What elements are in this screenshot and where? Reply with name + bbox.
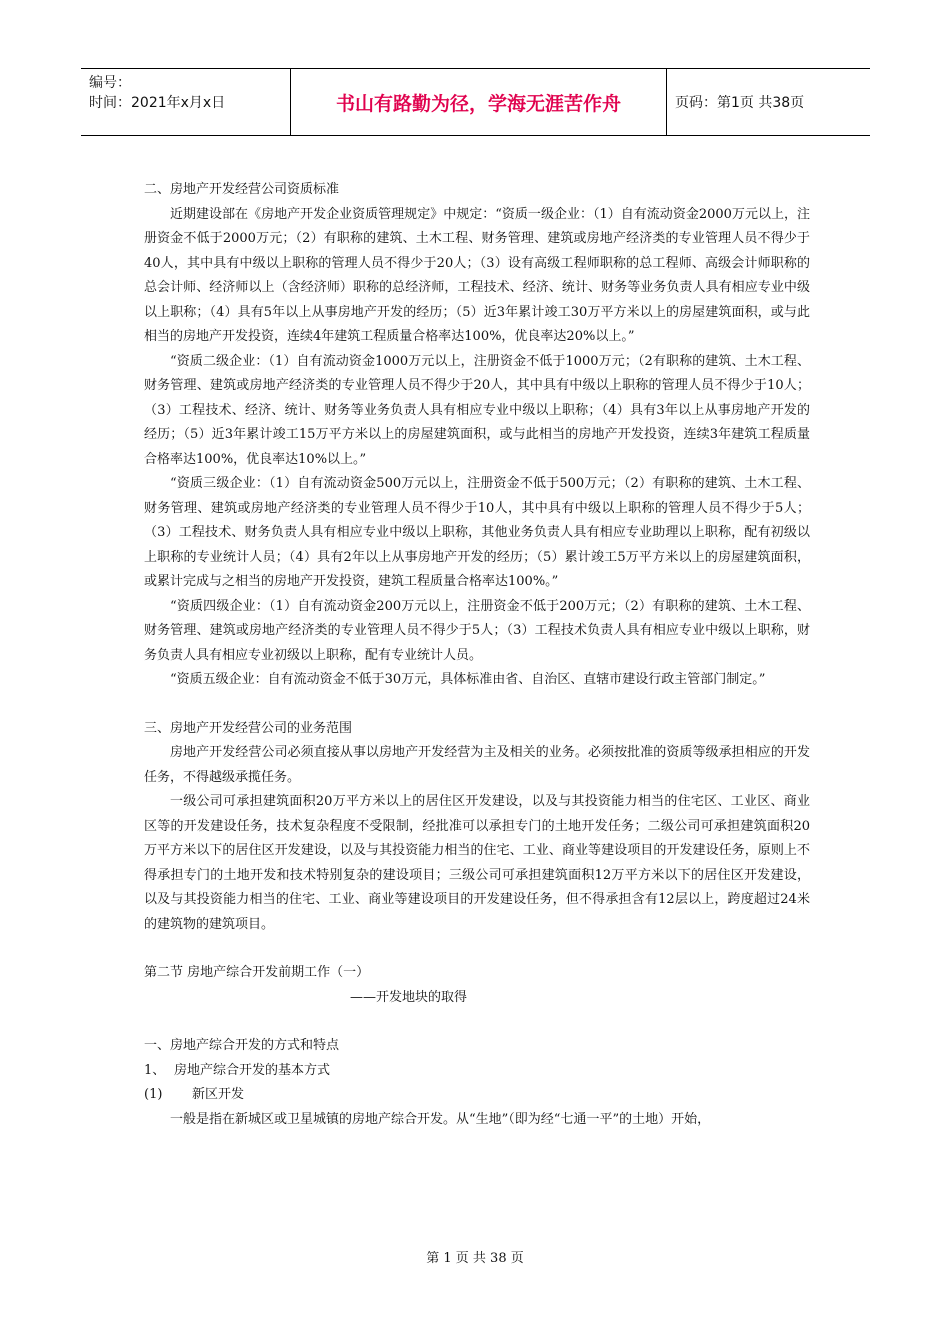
header-motto: 书山有路勤为径，学海无涯苦作舟 [290,69,667,135]
numbered-item [144,1059,810,1084]
section-heading: 三、房地产开发经营公司的业务范围 [144,720,353,736]
page-footer: 第 1 页 共 38 页 [426,1251,524,1266]
paragraph: 房地产开发经营公司必须直接从事以房地产开发经营为主及相关的业务。必须按批准的资质等级承担相应的开发任务，不得越级承揽任务。 [144,745,810,785]
section-heading: 二、房地产开发经营公司资质标准 [144,182,340,197]
header-meta [81,69,290,135]
paragraph: 一级公司可承担建筑面积20万平方米以上的居住区开发建设，以及与其投资能力相当的住宅区、工业区、商业区等的开发建设任务，技术复杂程度不受限制，经批准可以承担专门的土地开发任务；二级公司可承担建筑面积20万平方米以下的居住区开发建设，以及与其投资能力相当的住宅、工业、商业等建设项目的开发建设任务，原则上不得承担专门的土地开发和技术特别复杂的建设项目；三级公司可承担建筑面积12万平方米以下的居住区开发建设，以及与其投资能力相当的住宅、工业、商业等建设项目的开发建设任务，但不得承担含有12层以上，跨度超过24米的建筑物的建筑项目。 [144,794,810,932]
paragraph: 近期建设部在《房地产开发企业资质管理规定》中规定：“资质一级企业：（1）自有流动资金2000万元以上，注册资金不低于2000万元；（2）有职称的建筑、土木工程、财务管理、建筑或房地产经济类的专业管理人员不得少于40人，其中具有中级以上职称的管理人员不得少于20人；（3）设有高级工程师职称的总工程师、高级会计师职称的总会计师、经济师以上（含经济师）职称的总经济师，工程技术、经济、统计、财务等业务负责人具有相应专业中级以上职称；（4）具有5年以上从事房地产开发的经历；（5）近3年累计竣工30万平方米以上的房屋建筑面积，或与此相当的房地产开发投资，连续4年建筑工程质量合格率达100%，优良率达20%以上。” [144,206,810,344]
document-number-label: 编号： [89,75,131,91]
item-number: (1) [144,1087,163,1102]
header-page-label: 页码：第1页 共38页 [675,95,805,111]
paragraph: 一般是指在新城区或卫星城镇的房地产综合开发。从“生地”（即为经“七通一平”的土地）开始， [170,1111,711,1127]
item-text: 房地产综合开发的基本方式 [174,1062,331,1078]
item-number: 1、 [144,1062,166,1078]
chapter-subtitle: ——开发地块的取得 [350,989,468,1005]
paragraph: “资质五级企业：自有流动资金不低于30万元，具体标准由省、自治区、直辖市建设行政主管部门制定。” [170,672,766,687]
paragraph: “资质四级企业：（1）自有流动资金200万元以上，注册资金不低于200万元；（2）有职称的建筑、土木工程、财务管理、建筑或房地产经济类的专业管理人员不得少于5人；（3）工程技术负责人具有相应专业中级以上职称，财务负责人具有相应专业初级以上职称，配有专业统计人员。 [144,598,810,663]
page-header [81,68,870,136]
section-heading: 一、房地产综合开发的方式和特点 [144,1038,340,1053]
document-body [144,178,810,1132]
document-date-label: 时间：2021年x月x日 [89,95,226,111]
chapter-heading: 第二节 房地产综合开发前期工作（一） [144,965,370,980]
paragraph: “资质二级企业：（1）自有流动资金1000万元以上，注册资金不低于1000万元；（2有职称的建筑、土木工程、财务管理、建筑或房地产经济类的专业管理人员不得少于20人，其中具有中级以上职称的管理人员不得少于10人；（3）工程技术、经济、统计、财务等业务负责人具有相应专业中级以上职称；（4）具有3年以上从事房地产开发的经历；（5）近3年累计竣工15万平方米以上的房屋建筑面积，或与此相当的房地产开发投资，连续3年建筑工程质量合格率达100%，优良率达10%以上。” [144,353,810,467]
item-text: 新区开发 [192,1087,245,1102]
paragraph: “资质三级企业：（1）自有流动资金500万元以上，注册资金不低于500万元；（2）有职称的建筑、土木工程、财务管理、建筑或房地产经济类的专业管理人员不得少于10人，其中具有中级以上职称的管理人员不得少于5人；（3）工程技术、财务负责人具有相应专业中级以上职称，其他业务负责人具有相应专业助理以上职称，配有初级以上职称的专业统计人员；（4）具有2年以上从事房地产开发的经历；（5）累计竣工5万平方米以上的房屋建筑面积，或累计完成与之相当的房地产开发投资，建筑工程质量合格率达100%。” [144,476,810,589]
numbered-item [144,1083,810,1108]
